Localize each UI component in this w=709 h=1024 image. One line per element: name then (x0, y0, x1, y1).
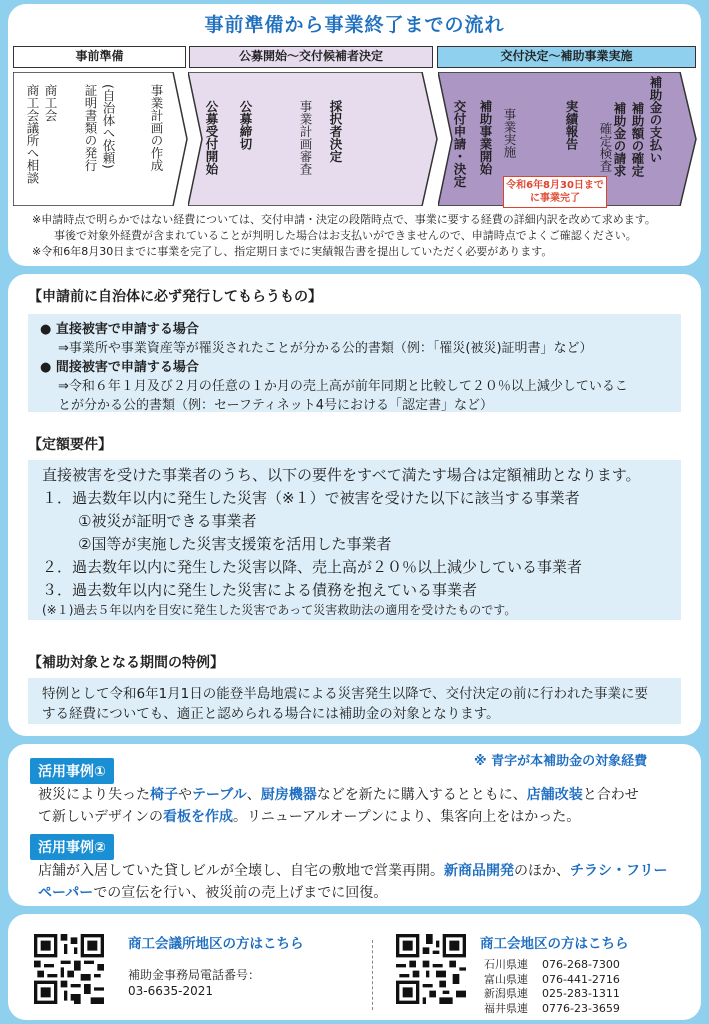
fixed-box (28, 460, 681, 620)
direct-title: ● 直接被害で申請する場合 (40, 322, 199, 337)
docs-box (28, 314, 681, 412)
step-execution: 事業実施 (502, 108, 517, 158)
case1-line-2: て新しいデザインの看板を作成。リニューアルオープンにより、集客向上をはかった。 (38, 809, 581, 825)
contact-divider (372, 940, 373, 1010)
case2-line-1: 店舗が入居していた貸しビルが全壊し、自宅の敷地で営業再開。新商品開発のほか、チラシ・フリー (38, 863, 668, 879)
step-fix-amount: 補助額の確定 (630, 102, 645, 177)
prep-step-shokokai: 商工会 (43, 84, 58, 122)
prep-step-cert: 証明書類の発行 (83, 84, 98, 172)
fixed-req-1b: ②国等が実施した災害支援策を活用した事業者 (78, 535, 392, 553)
docs-heading: 【申請前に自治体に必ず発行してもらうもの】 (28, 289, 322, 305)
mid-step-review: 事業計画審査 (298, 100, 313, 175)
phase-application-header: 公募開始～交付候補者決定 (189, 46, 433, 68)
direct-text: ⇒事業所や事業資産等が罹災されたことが分かる公的書類（例：「罹災(被災)証明書」など） (58, 341, 593, 356)
contact-card (8, 914, 701, 1020)
indirect-title: ● 間接被害で申請する場合 (40, 360, 199, 375)
case2-line-2: ペーパーでの宣伝を行い、被災前の売上げまでに回復。 (38, 885, 388, 901)
chamber-phone[interactable]: 03-6635-2021 (128, 984, 214, 998)
fixed-intro: 直接被害を受けた事業者のうち、以下の要件をすべて満たす場合は定額補助となります。 (42, 466, 641, 484)
requirements-card (8, 274, 701, 736)
flow-card (8, 4, 701, 266)
phase-implementation-header: 交付決定～補助事業実施 (437, 46, 696, 68)
phone-row: 福井県連 0776-23-3659 (484, 1001, 620, 1015)
case1-line-1: 被災により失った椅子やテーブル、厨房機器などを新たに購入するとともに、店舗改装と合わせ (38, 787, 639, 803)
step-claim: 補助金の請求 (612, 102, 627, 177)
step-grant-decision: 交付申請・決定 (452, 100, 467, 188)
deadline-callout: 令和6年8月30日までに事業完了 (503, 176, 607, 208)
prep-arrow (13, 72, 188, 206)
phase-prep-header: 事前準備 (13, 46, 186, 68)
phone-row: 富山県連 076-441-2716 (484, 972, 620, 986)
step-payment: 補助金の支払い (648, 76, 663, 164)
case1-tag: 活用事例① (30, 758, 114, 784)
fixed-req-1a: ①被災が証明できる事業者 (78, 512, 257, 530)
flow-note-3: ※令和6年8月30日までに事業を完了し、指定期日までに実績報告書を提出していただく必要があります。 (32, 245, 553, 258)
fixed-heading: 【定額要件】 (28, 437, 112, 453)
indirect-text-2: とが分かる公的書類（例：セーフティネット4号における「認定書」など） (58, 398, 494, 413)
step-start: 補助事業開始 (478, 100, 493, 175)
fixed-req-1: １．過去数年以内に発生した災害（※１）で被害を受けた以下に該当する事業者 (42, 489, 580, 507)
qr-code-chamber[interactable] (34, 934, 104, 1004)
chamber-title: 商工会議所地区の方はこちら (128, 936, 304, 952)
period-box (28, 678, 681, 724)
cases-card (8, 744, 701, 906)
mid-step-open: 公募受付開始 (204, 100, 219, 175)
period-heading: 【補助対象となる期間の特例】 (28, 655, 224, 671)
indirect-text-1: ⇒令和６年１月及び２月の任意の１か月の売上高が前年同期と比較して２０％以上減少しているこ (58, 379, 628, 394)
fixed-req-3: ３．過去数年以内に発生した災害による債務を抱えている事業者 (42, 581, 478, 599)
chamber-phone-label: 補助金事務局電話番号： (128, 968, 261, 982)
prep-step-request: (自治体へ依頼) (101, 84, 116, 169)
step-report: 実績報告 (564, 100, 579, 150)
step-inspection: 確定検査 (598, 122, 613, 172)
flow-note-2: 事後で対象外経費が含まれていることが判明した場合はお支払いができませんので、申請時点でよくご確認ください。 (54, 229, 637, 242)
prep-step-consult: 商工会議所へ相談 (25, 84, 40, 184)
flow-note-1: ※申請時点で明らかではない経費については、交付申請・決定の段階時点で、事業に要する経費の詳細内訳を改めて求めます。 (32, 213, 656, 226)
period-line-2: する経費についても、適正と認められる場合には補助金の対象となります。 (42, 706, 500, 722)
fixed-req-2: ２．過去数年以内に発生した災害以降、売上高が２０％以上減少している事業者 (42, 558, 583, 576)
prep-step-plan: 事業計画の作成 (149, 84, 164, 172)
fixed-footnote: (※１)過去５年以内を目安に発生した災害であって災害救助法の適用を受けたものです。 (42, 603, 517, 617)
shokokai-title: 商工会地区の方はこちら (480, 936, 629, 952)
mid-step-close: 公募締切 (238, 100, 253, 150)
flow-title: 事前準備から事業終了までの流れ (204, 14, 505, 36)
period-line-1: 特例として令和6年1月1日の能登半島地震による災害発生以降で、交付決定の前に行われた事業に要 (42, 686, 648, 702)
mid-step-adopt: 採択者決定 (328, 100, 343, 163)
application-arrow (188, 72, 438, 206)
phone-row: 石川県連 076-268-7300 (484, 958, 620, 971)
shokokai-phone-list (484, 958, 620, 1016)
cases-note: ※ 青字が本補助金の対象経費 (474, 754, 648, 769)
qr-code-shokokai[interactable] (396, 934, 466, 1004)
case2-tag: 活用事例② (30, 834, 114, 860)
phone-row: 新潟県連 025-283-1311 (484, 987, 620, 1000)
